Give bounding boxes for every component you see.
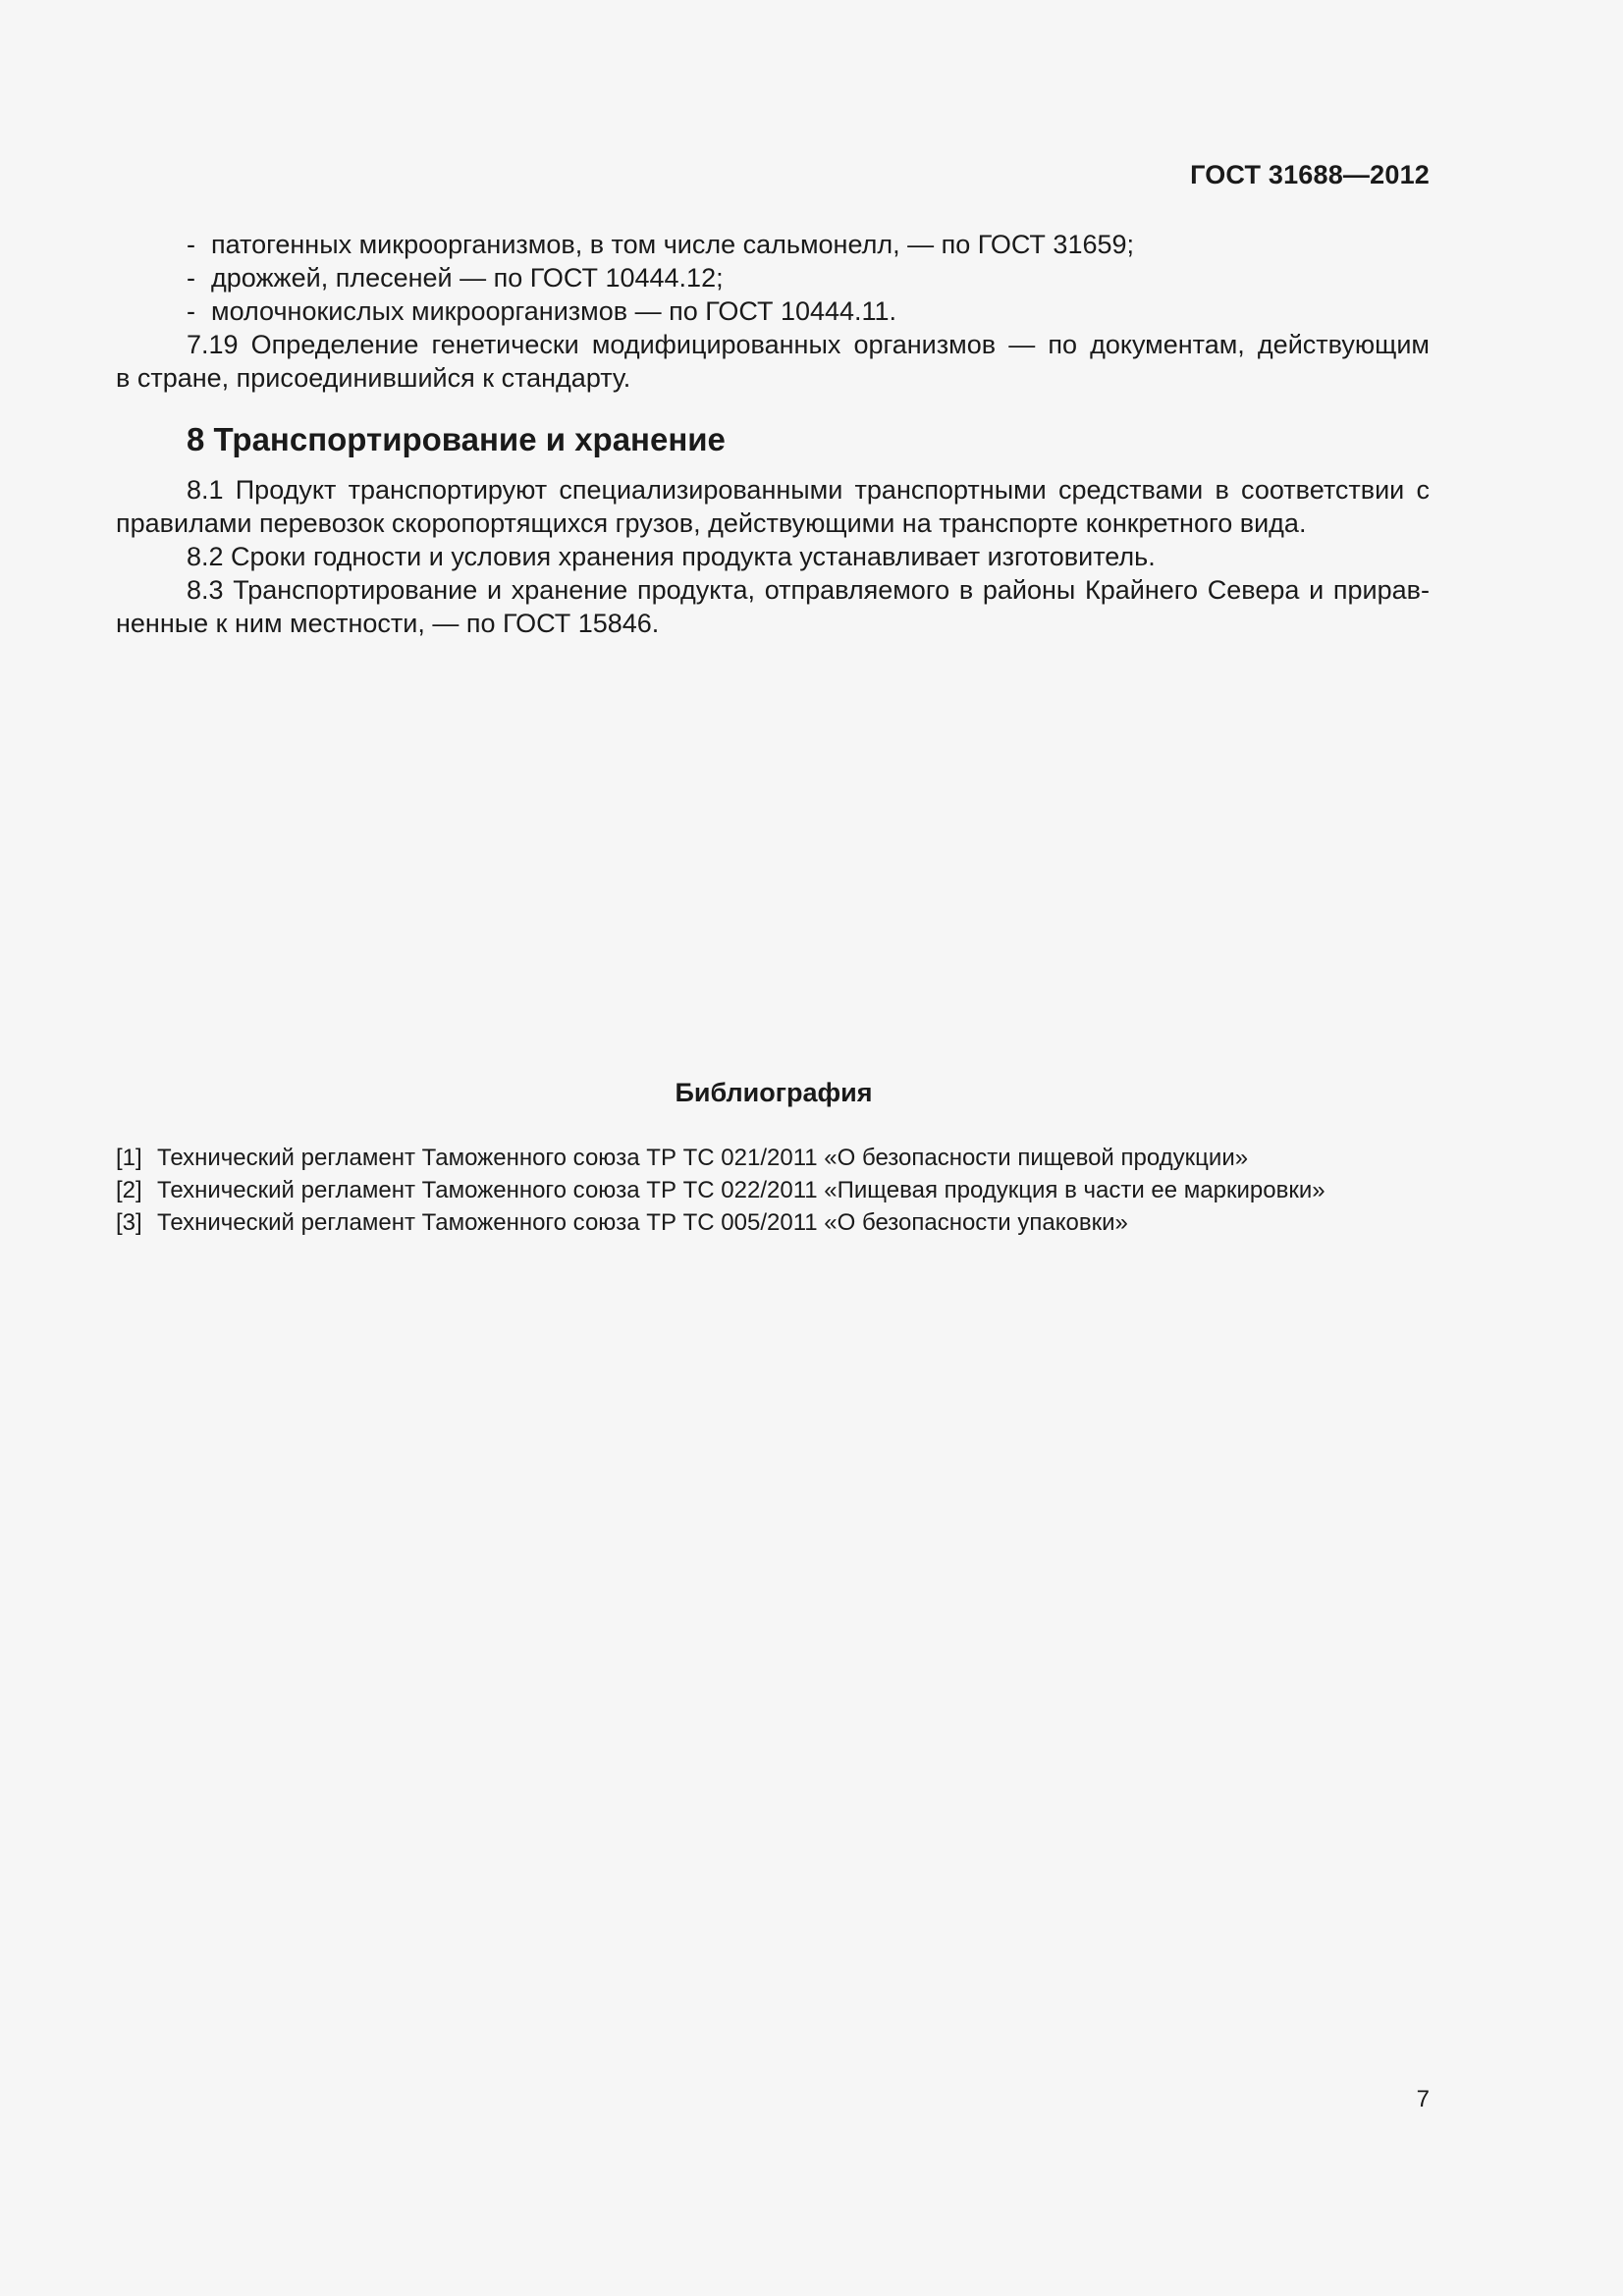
bibliography-ref: [3]: [116, 1209, 142, 1236]
bibliography-item: [116, 1142, 1325, 1174]
list-item-text: молочнокислых микроорганизмов — по ГОСТ 10444.11.: [211, 296, 897, 326]
bibliography-title: Библиография: [675, 1078, 873, 1107]
bibliography-ref: [2]: [116, 1177, 142, 1203]
paragraph-8-3-line-2: ненные к ним местности, — по ГОСТ 15846.: [116, 609, 660, 638]
document-code-header: ГОСТ 31688—2012: [1190, 160, 1430, 189]
bibliography-text: Технический регламент Таможенного союза ТР ТС 005/2011 «О безопасности упаковки»: [157, 1209, 1128, 1236]
section-8-heading: 8 Транспортирование и хранение: [187, 421, 726, 457]
paragraph-8-1-line-2: правилами перевозок скоропортящихся грузов, действующими на транспорте конкретного вида.: [116, 508, 1307, 538]
list-item: [116, 294, 1430, 328]
paragraph-8-1-line-1: 8.1 Продукт транспортируют специализированными транспортными средствами в соответствии с: [187, 475, 1430, 505]
list-item-text: дрожжей, плесеней — по ГОСТ 10444.12;: [211, 263, 724, 293]
list-item: [116, 261, 1430, 294]
list-dash: -: [187, 296, 195, 326]
bibliography-text: Технический регламент Таможенного союза ТР ТС 022/2011 «Пищевая продукция в части ее маркировки»: [157, 1177, 1325, 1203]
list-item-text: патогенных микроорганизмов, в том числе сальмонелл, — по ГОСТ 31659;: [211, 230, 1135, 259]
page-number: 7: [1416, 2086, 1430, 2112]
bibliography-text: Технический регламент Таможенного союза ТР ТС 021/2011 «О безопасности пищевой продукции»: [157, 1145, 1249, 1171]
list-dash: -: [187, 230, 195, 259]
bibliography-item: [116, 1174, 1325, 1206]
main-content: [116, 228, 1430, 640]
paragraph-8-2: 8.2 Сроки годности и условия хранения продукта устанавливает изготовитель.: [187, 542, 1156, 571]
paragraph-7-19-line-1: 7.19 Определение генетически модифицированных организмов — по документам, действующим: [187, 330, 1430, 359]
bibliography-item: [116, 1206, 1325, 1239]
bibliography-ref: [1]: [116, 1145, 142, 1171]
paragraph-8-3-line-1: 8.3 Транспортирование и хранение продукта, отправляемого в районы Крайнего Севера и прирав-: [187, 575, 1430, 605]
paragraph-7-19-line-2: в стране, присоединившийся к стандарту.: [116, 363, 631, 393]
bibliography-list: [116, 1142, 1325, 1239]
list-item: [116, 228, 1430, 261]
list-dash: -: [187, 263, 195, 293]
